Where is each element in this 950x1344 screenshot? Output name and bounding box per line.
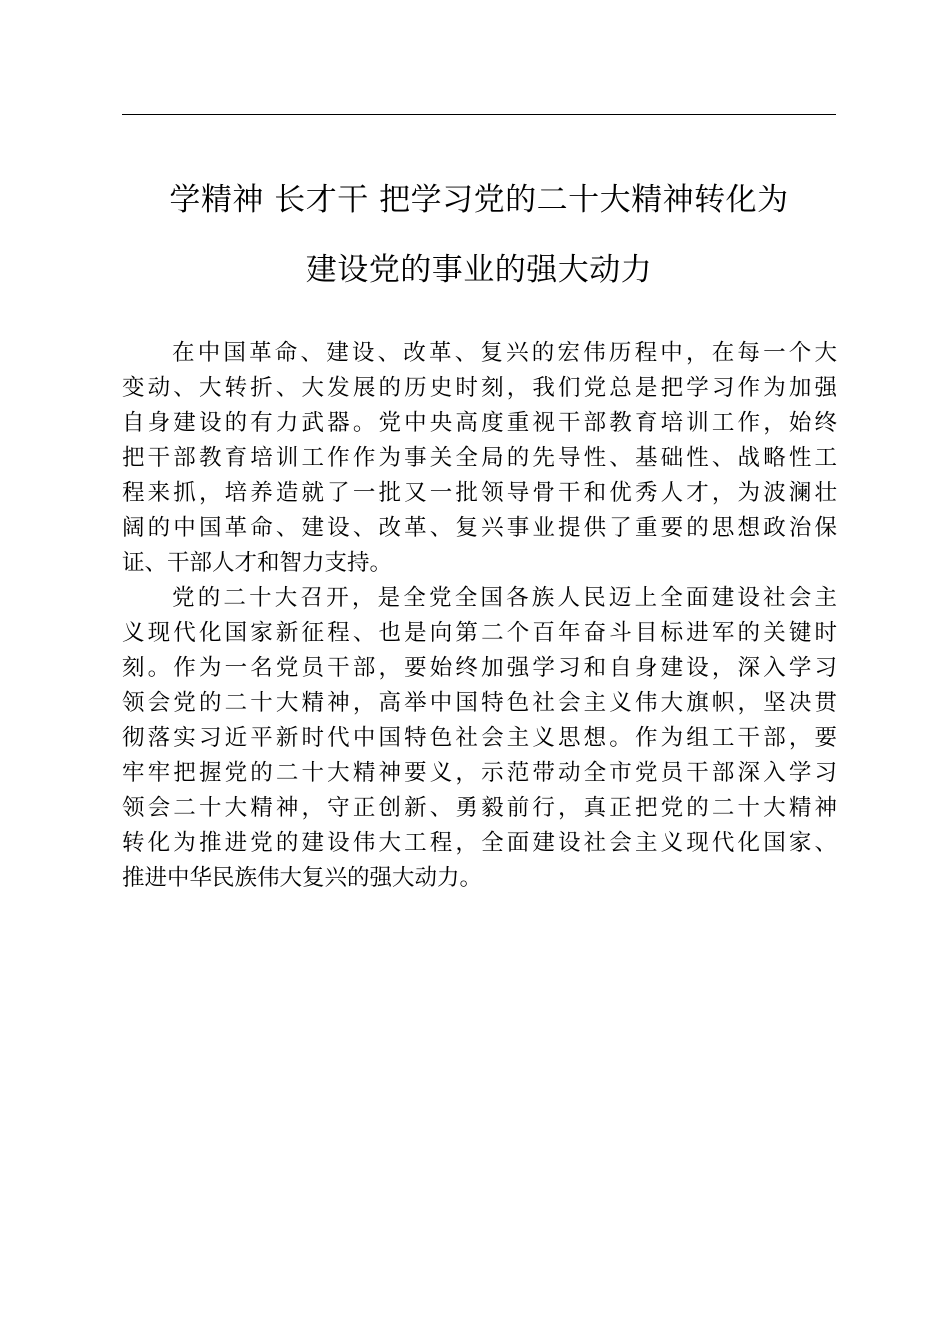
paragraph-line: 党的二十大召开，是全党全国各族人民迈上全面建设社会主: [172, 585, 837, 611]
paragraph-line: 把干部教育培训工作作为事关全局的先导性、基础性、战略性工: [122, 445, 837, 471]
paragraph-line: 领会二十大精神，守正创新、勇毅前行，真正把党的二十大精神: [122, 795, 837, 821]
paragraph-line: 义现代化国家新征程、也是向第二个百年奋斗目标进军的关键时: [122, 620, 837, 646]
header-rule: [122, 114, 836, 115]
document-title-line-1: 学精神 长才干 把学习党的二十大精神转化为: [169, 182, 789, 218]
paragraph-line: 推进中华民族伟大复兴的强大动力。: [122, 865, 483, 891]
paragraph-line: 证、干部人才和智力支持。: [122, 550, 393, 576]
paragraph-line: 在中国革命、建设、改革、复兴的宏伟历程中，在每一个大: [172, 340, 837, 366]
paragraph-line: 程来抓，培养造就了一批又一批领导骨干和优秀人才，为波澜壮: [122, 480, 837, 506]
paragraph-line: 变动、大转折、大发展的历史时刻，我们党总是把学习作为加强: [122, 375, 837, 401]
paragraph-line: 刻。作为一名党员干部，要始终加强学习和自身建设，深入学习: [122, 655, 837, 681]
paragraph-line: 转化为推进党的建设伟大工程，全面建设社会主义现代化国家、: [122, 830, 837, 856]
paragraph-line: 彻落实习近平新时代中国特色社会主义思想。作为组工干部，要: [122, 725, 837, 751]
paragraph-line: 领会党的二十大精神，高举中国特色社会主义伟大旗帜，坚决贯: [122, 690, 837, 716]
document-body: [122, 336, 837, 896]
paragraph-line: 牢牢把握党的二十大精神要义，示范带动全市党员干部深入学习: [122, 760, 837, 786]
paragraph-line: 自身建设的有力武器。党中央高度重视干部教育培训工作，始终: [122, 410, 837, 436]
paragraph-2: [122, 581, 837, 896]
paragraph-1: [122, 336, 837, 581]
document-title-line-2: 建设党的事业的强大动力: [305, 252, 653, 288]
paragraph-line: 阔的中国革命、建设、改革、复兴事业提供了重要的思想政治保: [122, 515, 837, 541]
